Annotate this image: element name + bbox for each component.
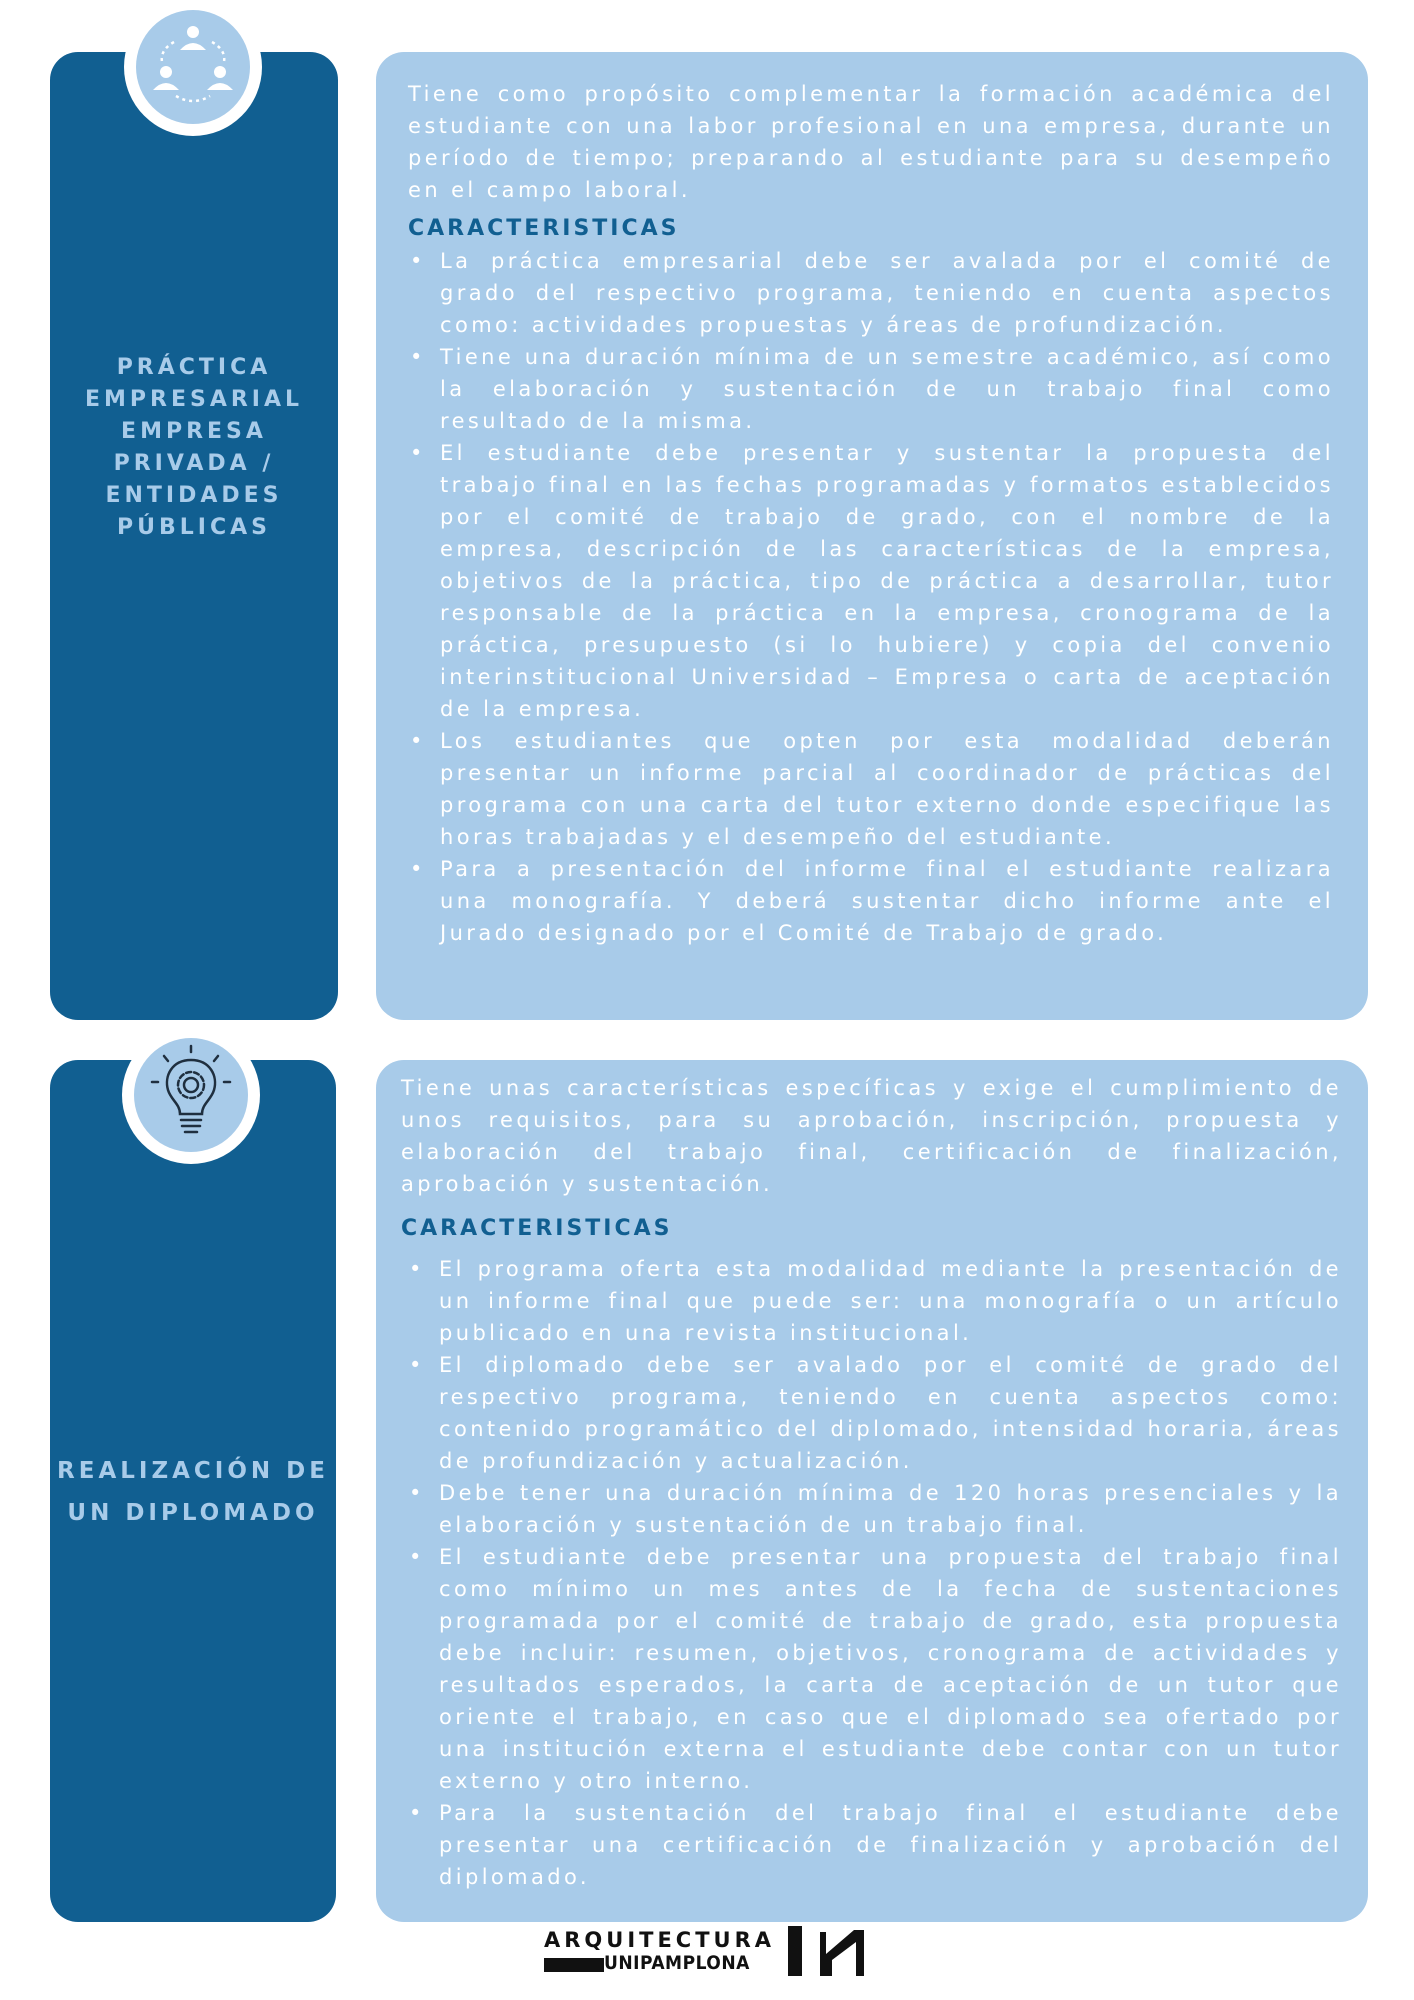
footer-separator [788,1926,802,1976]
section1-content-panel [376,52,1368,1020]
list-item: • Los estudiantes que opten por esta modalidad deberán presentar un informe parcial al coordinador de prácticas del programa con una carta del tutor externo donde especifique las horas trabajadas y el desempeño del estudiante. [440,725,1334,853]
section2-side-panel [50,1060,336,1922]
section2-content-panel [376,1060,1368,1922]
section1-heading: CARACTERISTICAS [408,216,680,241]
team-network-icon [136,10,250,124]
section1-list [408,245,1334,949]
list-item: • Debe tener una duración mínima de 120 horas presenciales y la elaboración y sustentación de un trabajo final. [439,1477,1342,1541]
list-item: • El estudiante debe presentar y sustentar la propuesta del trabajo final en las fechas programadas y formatos establecidos por el comité de trabajo de grado, con el nombre de la empresa, descripción de las características de la empresa, objetivos de la práctica, tipo de práctica a desarrollar, tutor responsable de la práctica en la empresa, cronograma de la práctica, presupuesto (si lo hubiere) y copia del convenio interinstitucional Universidad – Empresa o carta de aceptación de la empresa. [440,437,1334,725]
section2-title: REALIZACIÓN DE UN DIPLOMADO [57,1458,329,1526]
section2-intro: Tiene unas características específicas y exige el cumplimiento de unos requisitos, para su aprobación, inscripción, propuesta y elaboración del trabajo final, certificación de finalización, aprobación y sustentación. [401,1076,1342,1196]
section1-title: PRÁCTICA EMPRESARIAL EMPRESA PRIVADA / ENTIDADES PÚBLICAS [84,355,304,540]
list-item: • Para la sustentación del trabajo final el estudiante debe presentar una certificación de finalización y aprobación del diplomado. [439,1797,1342,1893]
footer-bar [544,1958,604,1972]
section2-list [401,1253,1342,1893]
list-item: • El estudiante debe presentar una propuesta del trabajo final como mínimo un mes antes de la fecha de sustentaciones programada por el comité de trabajo de grado, esta propuesta debe incluir: resumen, objetivos, cronograma de actividades y resultados esperados, la carta de aceptación de un tutor que oriente el trabajo, en caso que el diplomado sea ofertado por una institución externa el estudiante debe contar con un tutor externo y otro interno. [439,1541,1342,1797]
section2-icon-badge [122,1026,260,1164]
section1-side-panel [50,52,338,1020]
arquitectura-logo-icon [816,1926,868,1978]
section1-intro: Tiene como propósito complementar la formación académica del estudiante con una labor profesional en una empresa, durante un período de tiempo; preparando al estudiante para su desempeño en el campo laboral. [408,82,1334,202]
section1-icon-badge [124,0,262,136]
footer-branding [544,1926,874,1986]
list-item: • Para a presentación del informe final el estudiante realizara una monografía. Y deberá sustentar dicho informe ante el Jurado designado por el Comité de Trabajo de grado. [440,853,1334,949]
footer-word-arquitectura: ARQUITECTURA [544,1928,776,1952]
lightbulb-gear-icon [134,1038,248,1152]
list-item: • Tiene una duración mínima de un semestre académico, así como la elaboración y sustentación de un trabajo final como resultado de la misma. [440,341,1334,437]
list-item: • El programa oferta esta modalidad mediante la presentación de un informe final que puede ser: una monografía o un artículo publicado en una revista institucional. [439,1253,1342,1349]
list-item: • La práctica empresarial debe ser avalada por el comité de grado del respectivo programa, teniendo en cuenta aspectos como: actividades propuestas y áreas de profundización. [440,245,1334,341]
list-item: • El diplomado debe ser avalado por el comité de grado del respectivo programa, teniendo en cuenta aspectos como: contenido programático del diplomado, intensidad horaria, áreas de profundización y actualización. [439,1349,1342,1477]
footer-word-unipamplona: UNIPAMPLONA [604,1952,750,1974]
section2-heading: CARACTERISTICAS [401,1216,673,1241]
